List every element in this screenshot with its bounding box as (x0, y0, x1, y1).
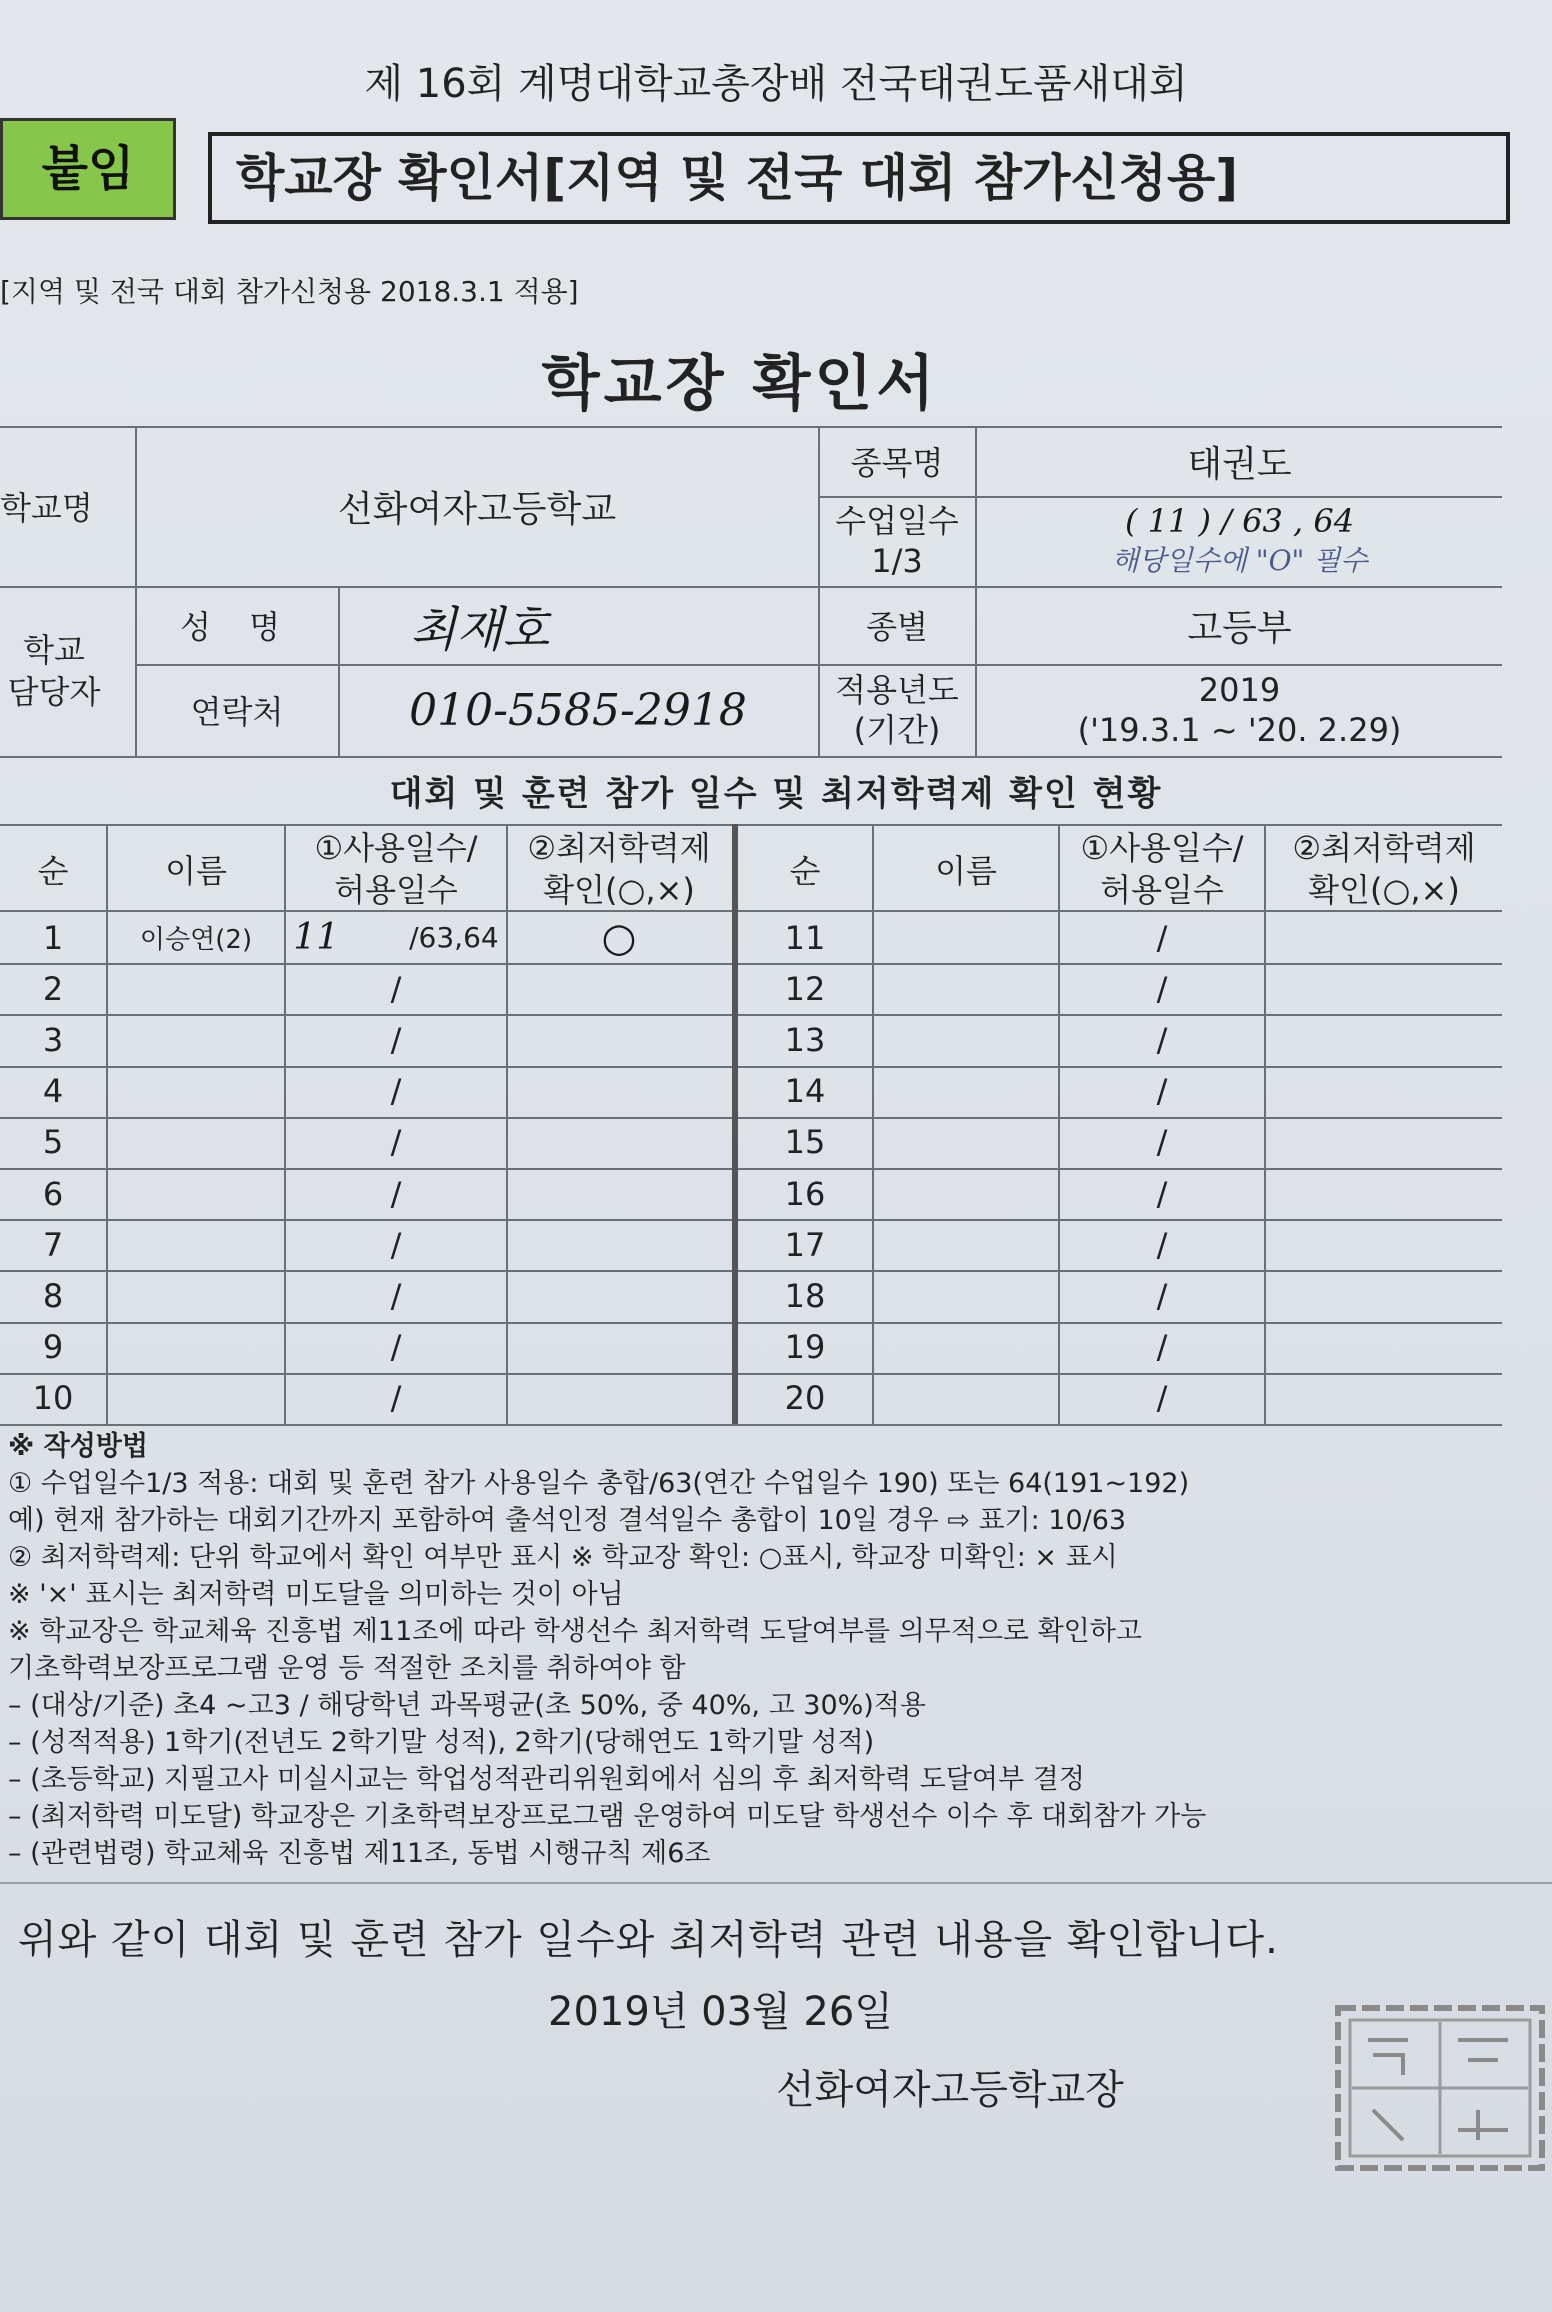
writing-method (8, 1428, 1538, 1872)
class-days-label-line1: 수업일수 (835, 502, 959, 540)
days-allowed: / (1156, 1225, 1168, 1264)
header-no-left: 순 (37, 852, 69, 890)
academic-check (508, 1270, 730, 1321)
method-line: ② 최저학력제: 단위 학교에서 확인 여부만 표시 ※ 학교장 확인: ○표시, 학교장 미확인: × 표시 (8, 1542, 1118, 1573)
days-used-cell (286, 1270, 506, 1321)
student-name (108, 1270, 284, 1321)
row-number: 9 (42, 1328, 64, 1367)
student-name (108, 1066, 284, 1117)
row-number: 15 (784, 1123, 826, 1162)
academic-check (1266, 1322, 1502, 1373)
class-days-label (820, 496, 974, 586)
header-days-right (1060, 826, 1264, 912)
contact-label: 연락처 (190, 693, 284, 731)
document-title: 학교장 확인서 (541, 349, 939, 419)
manager-label-line2: 담당자 (7, 673, 101, 711)
academic-check (1266, 1014, 1502, 1065)
academic-check (508, 1066, 730, 1117)
name-value: 최재호 (410, 601, 550, 658)
header-days-line2: 허용일수 (334, 871, 458, 909)
header-acad-left (508, 826, 730, 912)
method-line: ※ '×' 표시는 최저학력 미도달을 의미하는 것이 아님 (8, 1579, 624, 1610)
days-allowed: / (1156, 1020, 1168, 1059)
row-number: 1 (42, 918, 64, 957)
method-line: ※ 학교장은 학교체육 진흥법 제11조에 따라 학생선수 최저학력 도달여부를 의무적으로 확인하고 (8, 1616, 1142, 1647)
student-name (108, 1168, 284, 1219)
row-number: 2 (42, 969, 64, 1008)
academic-check (1266, 1219, 1502, 1270)
form-note: [지역 및 전국 대회 참가신청용 2018.3.1 적용] (0, 275, 579, 308)
days-allowed: / (390, 1276, 402, 1315)
confirmation-text: 위와 같이 대회 및 훈련 참가 일수와 최저학력 관련 내용을 확인합니다. (18, 1917, 1279, 1963)
academic-check (508, 1014, 730, 1065)
contact-value: 010-5585-2918 (409, 684, 747, 736)
header-acad-line2: 확인(○,×) (1308, 871, 1460, 909)
row-number: 16 (784, 1174, 826, 1213)
days-allowed: / (390, 1072, 402, 1111)
student-name (874, 1373, 1058, 1424)
row-number: 6 (42, 1174, 64, 1213)
days-allowed: / (390, 969, 402, 1008)
academic-check (508, 963, 730, 1014)
days-used-cell (286, 1168, 506, 1219)
division-label: 종별 (866, 608, 928, 646)
row-number: 17 (784, 1225, 826, 1264)
student-name (874, 1322, 1058, 1373)
year-period: ('19.3.1 ~ '20. 2.29) (1077, 711, 1402, 749)
class-days-note: 해당일수에 "O" 필수 (1111, 544, 1368, 577)
method-line: – (최저학력 미도달) 학교장은 기초학력보장프로그램 운영하여 미도달 학생선수 이수 후 대회참가 가능 (8, 1801, 1207, 1832)
row-number: 5 (42, 1123, 64, 1162)
row-number: 18 (784, 1276, 826, 1315)
division-value: 고등부 (1187, 607, 1292, 649)
method-line: ① 수업일수1/3 적용: 대회 및 훈련 참가 사용일수 총합/63(연간 수업일수 190) 또는 64(191~192) (8, 1468, 1190, 1499)
academic-check (1266, 1270, 1502, 1321)
principal-title: 선화여자고등학교장 (776, 2067, 1124, 2113)
student-name (108, 1322, 284, 1373)
student-name (874, 1270, 1058, 1321)
header-acad-line1: ②최저학력제 (527, 829, 711, 867)
student-name (874, 1066, 1058, 1117)
student-name (108, 1219, 284, 1270)
year-label-line1: 적용년도 (835, 671, 959, 709)
academic-check (1266, 1168, 1502, 1219)
days-used-cell (286, 1322, 506, 1373)
days-used-cell (286, 1014, 506, 1065)
student-name: 이승연(2) (139, 925, 253, 956)
days-used-cell (286, 1117, 506, 1168)
days-allowed: / (1156, 918, 1168, 957)
document-date: 2019년 03월 26일 (548, 1989, 893, 2035)
days-allowed: / (1156, 969, 1168, 1008)
days-allowed: / (1156, 1328, 1168, 1367)
year-value: 2019 (1198, 671, 1281, 709)
student-name (108, 1373, 284, 1424)
academic-check: ○ (601, 914, 637, 961)
row-number: 20 (784, 1379, 826, 1418)
row-number: 19 (784, 1328, 826, 1367)
academic-check (508, 1373, 730, 1424)
attachment-badge: 붙임 (0, 118, 176, 220)
days-used-cell (286, 1219, 506, 1270)
days-used-cell (286, 963, 506, 1014)
year-value-cell (977, 664, 1502, 756)
days-used-cell (286, 912, 506, 963)
header-name-left: 이름 (165, 852, 227, 890)
row-number: 3 (42, 1020, 64, 1059)
method-line: – (초등학교) 지필고사 미실시교는 학업성적관리위원회에서 심의 후 최저학력 도달여부 결정 (8, 1764, 1085, 1795)
days-allowed: / (390, 1379, 402, 1418)
days-allowed: / (390, 1225, 402, 1264)
days-used-cell (286, 1373, 506, 1424)
header-acad-line2: 확인(○,×) (543, 871, 695, 909)
class-days-value: ( 11 ) / 63 , 64 (1124, 502, 1355, 540)
academic-check (1266, 1117, 1502, 1168)
row-number: 11 (784, 918, 826, 957)
method-line: 기초학력보장프로그램 운영 등 적절한 조치를 취하여야 함 (8, 1653, 686, 1684)
days-allowed: / (1156, 1174, 1168, 1213)
days-allowed: / (390, 1328, 402, 1367)
student-name (108, 1014, 284, 1065)
header-days-line2: 허용일수 (1100, 871, 1224, 909)
days-allowed: / (1156, 1276, 1168, 1315)
method-title: ※ 작성방법 (8, 1431, 148, 1462)
header-no-right: 순 (789, 852, 821, 890)
days-used-value: 11 (293, 917, 340, 959)
name-label: 성 명 (180, 608, 294, 646)
academic-check (1266, 963, 1502, 1014)
event-title: 제 16회 계명대학교총장배 전국태권도품새대회 (364, 61, 1188, 107)
year-label (820, 664, 974, 756)
header-name-right: 이름 (935, 852, 997, 890)
participation-title: 대회 및 훈련 참가 일수 및 최저학력제 확인 현황 (389, 774, 1163, 814)
header-days-left (286, 826, 506, 912)
method-line: – (관련법령) 학교체육 진흥법 제11조, 동법 시행규칙 제6조 (8, 1838, 711, 1869)
school-value: 선화여자고등학교 (337, 488, 617, 530)
days-allowed: / (390, 1020, 402, 1059)
student-name (874, 1117, 1058, 1168)
header-acad-right (1266, 826, 1502, 912)
year-label-line2: (기간) (853, 711, 941, 749)
student-name (874, 1014, 1058, 1065)
row-number: 8 (42, 1276, 64, 1315)
academic-check (1266, 1066, 1502, 1117)
school-seal-stamp (1328, 2000, 1552, 2176)
row-number: 14 (784, 1072, 826, 1111)
manager-label (0, 586, 108, 756)
student-name (108, 1117, 284, 1168)
header-acad-line1: ②최저학력제 (1292, 829, 1476, 867)
school-label: 학교명 (0, 489, 93, 527)
academic-check (508, 1117, 730, 1168)
sport-value: 태권도 (1187, 443, 1292, 485)
header-days-line1: ①사용일수/ (1080, 829, 1244, 867)
method-line: 예) 현재 참가하는 대회기간까지 포함하여 출석인정 결석일수 총합이 10일 경우 ⇨ 표기: 10/63 (8, 1505, 1127, 1536)
academic-check (1266, 912, 1502, 963)
row-number: 4 (42, 1072, 64, 1111)
days-allowed: / (1156, 1072, 1168, 1111)
academic-check (1266, 1373, 1502, 1424)
academic-check (508, 1322, 730, 1373)
days-used-cell (286, 1066, 506, 1117)
days-allowed: / (390, 1123, 402, 1162)
row-number: 13 (784, 1020, 826, 1059)
method-line: – (대상/기준) 초4 ~고3 / 해당학년 과목평균(초 50%, 중 40%, 고 30%)적용 (8, 1690, 926, 1721)
days-allowed: / (1156, 1379, 1168, 1418)
days-allowed: /63,64 (409, 921, 499, 955)
sport-label: 종목명 (850, 444, 944, 482)
manager-label-line1: 학교 (23, 631, 85, 669)
row-number: 12 (784, 969, 826, 1008)
student-name (108, 963, 284, 1014)
header-days-line1: ①사용일수/ (314, 829, 478, 867)
days-allowed: / (390, 1174, 402, 1213)
academic-check (508, 1168, 730, 1219)
row-number: 7 (42, 1225, 64, 1264)
row-number: 10 (32, 1379, 74, 1418)
student-name (874, 1168, 1058, 1219)
days-allowed: / (1156, 1123, 1168, 1162)
method-line: – (성적적용) 1학기(전년도 2학기말 성적), 2학기(당해연도 1학기말 성적) (8, 1727, 875, 1758)
student-name (874, 1219, 1058, 1270)
form-title: 학교장 확인서[지역 및 전국 대회 참가신청용] (208, 132, 1510, 224)
class-days-value-cell (977, 496, 1502, 586)
student-name (874, 963, 1058, 1014)
class-days-label-line2: 1/3 (871, 542, 923, 580)
academic-check (508, 1219, 730, 1270)
student-name (874, 912, 1058, 963)
